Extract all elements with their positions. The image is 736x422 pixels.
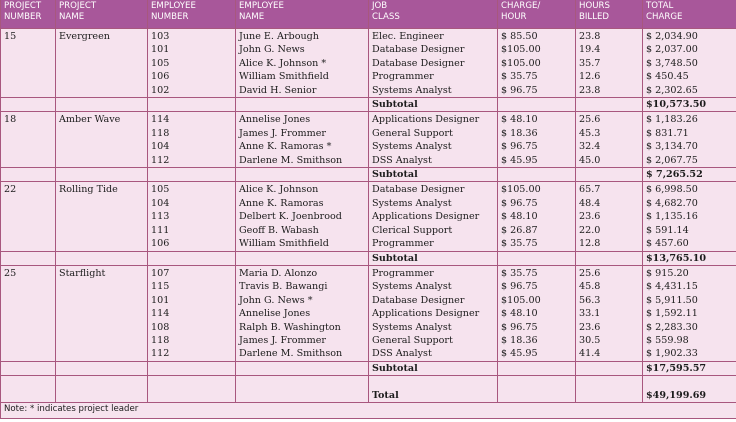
charge-per-hour: $ 18.36 — [498, 127, 576, 140]
header-project-number: PROJECT NUMBER — [1, 0, 56, 29]
job-class: Systems Analyst — [369, 197, 498, 210]
hours-billed: 22.0 — [576, 224, 643, 237]
total-charge: $ 4,682.70 — [643, 197, 736, 210]
total-value: $49,199.69 — [643, 376, 736, 403]
project-number: 22 — [1, 182, 56, 197]
job-class: Database Designer — [369, 43, 498, 56]
project-name: Rolling Tide — [56, 182, 148, 197]
employee-number: 111 — [148, 224, 236, 237]
charge-per-hour: $ 48.10 — [498, 307, 576, 320]
employee-name: Travis B. Bawangi — [236, 280, 369, 293]
job-class: Database Designer — [369, 294, 498, 307]
total-charge: $ 5,911.50 — [643, 294, 736, 307]
employee-number: 107 — [148, 265, 236, 280]
charge-per-hour: $105.00 — [498, 182, 576, 197]
table-row — [1, 237, 736, 251]
employee-number: 104 — [148, 140, 236, 153]
employee-name: William Smithfield — [236, 70, 369, 83]
table-row — [1, 29, 736, 44]
employee-name: Delbert K. Joenbrood — [236, 210, 369, 223]
employee-number: 102 — [148, 84, 236, 98]
hours-billed: 23.6 — [576, 321, 643, 334]
charge-per-hour: $105.00 — [498, 57, 576, 70]
project-name: Amber Wave — [56, 112, 148, 127]
employee-number: 115 — [148, 280, 236, 293]
charge-per-hour: $ 48.10 — [498, 112, 576, 127]
employee-name: Alice K. Johnson — [236, 182, 369, 197]
project-number: 15 — [1, 29, 56, 44]
total-charge: $ 1,183.26 — [643, 112, 736, 127]
total-row — [1, 376, 736, 403]
table-row — [1, 70, 736, 83]
subtotal-label: Subtotal — [369, 168, 498, 182]
job-class: Systems Analyst — [369, 321, 498, 334]
total-charge: $ 2,037.00 — [643, 43, 736, 56]
hours-billed: 12.8 — [576, 237, 643, 251]
total-charge: $ 1,135.16 — [643, 210, 736, 223]
total-charge: $ 1,592.11 — [643, 307, 736, 320]
header-employee-name: EMPLOYEE NAME — [236, 0, 369, 29]
hours-billed: 33.1 — [576, 307, 643, 320]
employee-number: 101 — [148, 43, 236, 56]
table-row — [1, 334, 736, 347]
employee-number: 101 — [148, 294, 236, 307]
job-class: Elec. Engineer — [369, 29, 498, 44]
hours-billed: 12.6 — [576, 70, 643, 83]
hours-billed: 19.4 — [576, 43, 643, 56]
employee-number: 114 — [148, 112, 236, 127]
hours-billed: 45.3 — [576, 127, 643, 140]
project-number: 18 — [1, 112, 56, 127]
subtotal-value: $10,573.50 — [643, 98, 736, 112]
hours-billed: 45.8 — [576, 280, 643, 293]
subtotal-value: $17,595.57 — [643, 361, 736, 375]
footnote: Note: * indicates project leader — [1, 403, 736, 419]
total-charge: $ 2,302.65 — [643, 84, 736, 98]
job-class: Systems Analyst — [369, 84, 498, 98]
table-row — [1, 321, 736, 334]
footnote-row — [1, 403, 736, 419]
charge-per-hour: $ 18.36 — [498, 334, 576, 347]
table-row — [1, 182, 736, 197]
charge-per-hour: $105.00 — [498, 294, 576, 307]
table-row — [1, 265, 736, 280]
subtotal-row — [1, 168, 736, 182]
employee-name: William Smithfield — [236, 237, 369, 251]
employee-number: 105 — [148, 182, 236, 197]
employee-number: 105 — [148, 57, 236, 70]
charge-per-hour: $105.00 — [498, 43, 576, 56]
header-total-charge: TOTAL CHARGE — [643, 0, 736, 29]
employee-number: 112 — [148, 347, 236, 361]
charge-per-hour: $ 35.75 — [498, 70, 576, 83]
employee-name: Alice K. Johnson * — [236, 57, 369, 70]
header-hours-billed: HOURS BILLED — [576, 0, 643, 29]
employee-number: 113 — [148, 210, 236, 223]
hours-billed: 23.8 — [576, 29, 643, 44]
job-class: Database Designer — [369, 57, 498, 70]
table-row — [1, 347, 736, 361]
charge-per-hour: $ 96.75 — [498, 84, 576, 98]
project-number: 25 — [1, 265, 56, 280]
job-class: Programmer — [369, 70, 498, 83]
subtotal-row — [1, 98, 736, 112]
job-class: Programmer — [369, 265, 498, 280]
table-row — [1, 210, 736, 223]
total-charge: $ 2,067.75 — [643, 154, 736, 168]
table-row — [1, 140, 736, 153]
charge-per-hour: $ 48.10 — [498, 210, 576, 223]
job-class: Database Designer — [369, 182, 498, 197]
job-class: Applications Designer — [369, 210, 498, 223]
table-row — [1, 307, 736, 320]
table-row — [1, 84, 736, 98]
employee-number: 118 — [148, 334, 236, 347]
job-class: General Support — [369, 334, 498, 347]
employee-name: Darlene M. Smithson — [236, 154, 369, 168]
charge-per-hour: $ 35.75 — [498, 237, 576, 251]
employee-number: 114 — [148, 307, 236, 320]
header-row — [1, 0, 736, 29]
hours-billed: 45.0 — [576, 154, 643, 168]
total-charge: $ 559.98 — [643, 334, 736, 347]
charge-per-hour: $ 35.75 — [498, 265, 576, 280]
subtotal-value: $ 7,265.52 — [643, 168, 736, 182]
total-charge: $ 591.14 — [643, 224, 736, 237]
project-name: Starflight — [56, 265, 148, 280]
employee-number: 106 — [148, 237, 236, 251]
employee-number: 104 — [148, 197, 236, 210]
total-charge: $ 915.20 — [643, 265, 736, 280]
employee-number: 106 — [148, 70, 236, 83]
employee-name: John G. News — [236, 43, 369, 56]
charge-per-hour: $ 96.75 — [498, 321, 576, 334]
hours-billed: 56.3 — [576, 294, 643, 307]
hours-billed: 25.6 — [576, 112, 643, 127]
charge-per-hour: $ 96.75 — [498, 280, 576, 293]
project-name: Evergreen — [56, 29, 148, 44]
header-employee-number: EMPLOYEE NUMBER — [148, 0, 236, 29]
total-charge: $ 457.60 — [643, 237, 736, 251]
hours-billed: 30.5 — [576, 334, 643, 347]
employee-name: James J. Frommer — [236, 127, 369, 140]
employee-name: Annelise Jones — [236, 307, 369, 320]
employee-name: Annelise Jones — [236, 112, 369, 127]
table-row — [1, 224, 736, 237]
hours-billed: 23.6 — [576, 210, 643, 223]
job-class: Systems Analyst — [369, 140, 498, 153]
header-job-class: JOB CLASS — [369, 0, 498, 29]
subtotal-value: $13,765.10 — [643, 251, 736, 265]
total-charge: $ 450.45 — [643, 70, 736, 83]
employee-name: Maria D. Alonzo — [236, 265, 369, 280]
employee-name: Darlene M. Smithson — [236, 347, 369, 361]
hours-billed: 25.6 — [576, 265, 643, 280]
subtotal-row — [1, 251, 736, 265]
job-class: Clerical Support — [369, 224, 498, 237]
employee-number: 118 — [148, 127, 236, 140]
employee-name: John G. News * — [236, 294, 369, 307]
hours-billed: 41.4 — [576, 347, 643, 361]
total-charge: $ 3,134.70 — [643, 140, 736, 153]
table-row — [1, 127, 736, 140]
table-row — [1, 43, 736, 56]
subtotal-label: Subtotal — [369, 361, 498, 375]
charge-per-hour: $ 45.95 — [498, 347, 576, 361]
employee-name: June E. Arbough — [236, 29, 369, 44]
subtotal-row — [1, 361, 736, 375]
hours-billed: 23.8 — [576, 84, 643, 98]
employee-name: Anne K. Ramoras * — [236, 140, 369, 153]
job-class: General Support — [369, 127, 498, 140]
employee-name: James J. Frommer — [236, 334, 369, 347]
job-class: Programmer — [369, 237, 498, 251]
total-charge: $ 3,748.50 — [643, 57, 736, 70]
charge-per-hour: $ 96.75 — [498, 140, 576, 153]
employee-name: Anne K. Ramoras — [236, 197, 369, 210]
job-class: Applications Designer — [369, 307, 498, 320]
total-charge: $ 6,998.50 — [643, 182, 736, 197]
employee-number: 108 — [148, 321, 236, 334]
table-row — [1, 112, 736, 127]
hours-billed: 32.4 — [576, 140, 643, 153]
hours-billed: 48.4 — [576, 197, 643, 210]
employee-number: 103 — [148, 29, 236, 44]
header-charge-hour: CHARGE/ HOUR — [498, 0, 576, 29]
table-row — [1, 294, 736, 307]
job-class: Systems Analyst — [369, 280, 498, 293]
hours-billed: 35.7 — [576, 57, 643, 70]
total-charge: $ 2,034.90 — [643, 29, 736, 44]
job-class: DSS Analyst — [369, 347, 498, 361]
table-row — [1, 154, 736, 168]
charge-per-hour: $ 45.95 — [498, 154, 576, 168]
job-class: Applications Designer — [369, 112, 498, 127]
hours-billed: 65.7 — [576, 182, 643, 197]
total-charge: $ 831.71 — [643, 127, 736, 140]
table-row — [1, 57, 736, 70]
job-class: DSS Analyst — [369, 154, 498, 168]
total-label: Total — [369, 376, 498, 403]
employee-name: Ralph B. Washington — [236, 321, 369, 334]
total-charge: $ 2,283.30 — [643, 321, 736, 334]
header-project-name: PROJECT NAME — [56, 0, 148, 29]
charge-per-hour: $ 96.75 — [498, 197, 576, 210]
employee-name: David H. Senior — [236, 84, 369, 98]
total-charge: $ 4,431.15 — [643, 280, 736, 293]
charge-per-hour: $ 26.87 — [498, 224, 576, 237]
subtotal-label: Subtotal — [369, 251, 498, 265]
table-row — [1, 197, 736, 210]
employee-name: Geoff B. Wabash — [236, 224, 369, 237]
table-row — [1, 280, 736, 293]
employee-number: 112 — [148, 154, 236, 168]
charge-per-hour: $ 85.50 — [498, 29, 576, 44]
total-charge: $ 1,902.33 — [643, 347, 736, 361]
subtotal-label: Subtotal — [369, 98, 498, 112]
